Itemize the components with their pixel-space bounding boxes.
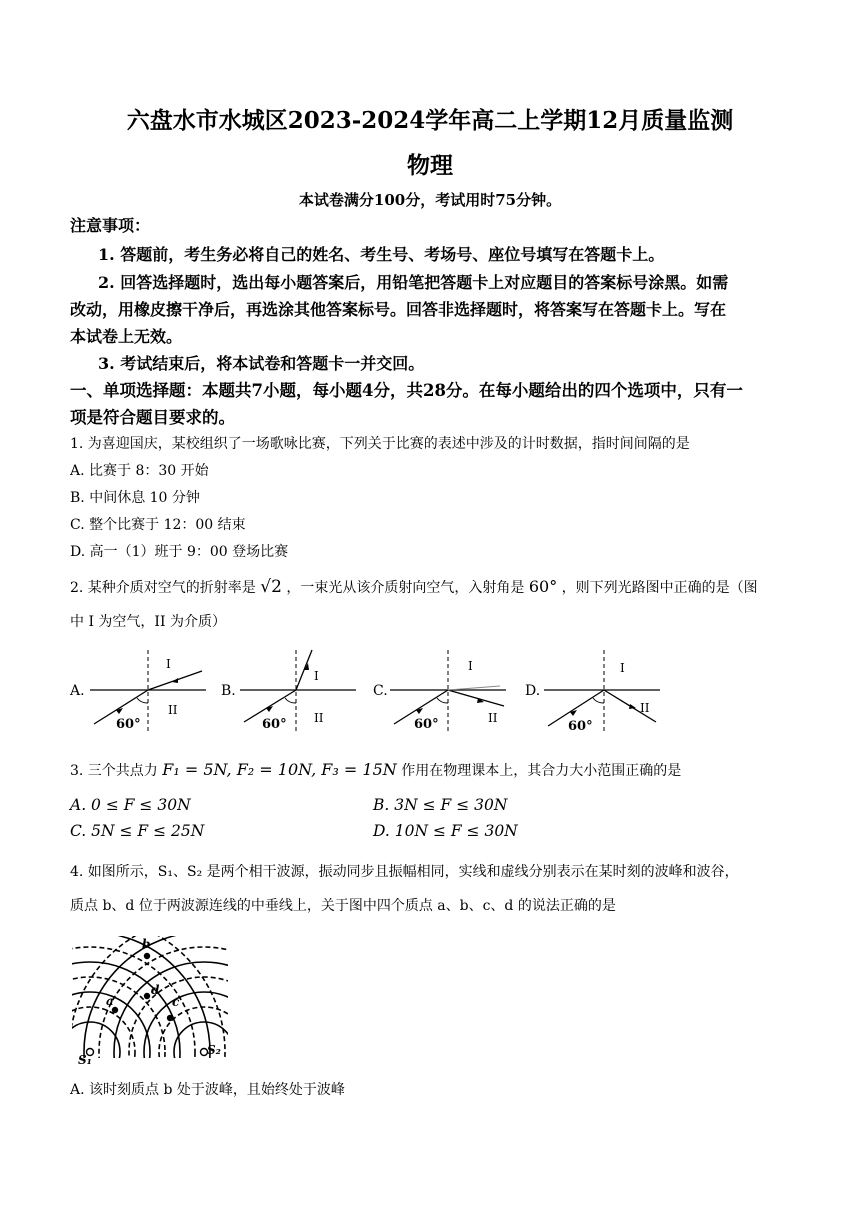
q3-option-d: D. 10N ≤ F ≤ 30N [373,822,518,840]
q3-stem-b: 作用在物理课本上，其合力大小范围正确的是 [401,763,682,779]
notice-heading: 注意事项： [70,216,151,235]
q2-diagram-a [88,648,208,736]
q2-a-angle: 60° [116,717,141,732]
q3-stem [70,758,800,783]
q2-d-angle: 60° [568,719,593,734]
point-d [144,993,150,999]
label-a: a [106,994,114,1008]
q2-option-d-label: D. [525,683,541,699]
label-d: d [151,983,160,997]
q2-c-medium-bottom: II [488,711,498,725]
q3-option-b: B. 3N ≤ F ≤ 30N [373,796,508,814]
q2-stem-c: ，则下列光路图中正确的是（图 [561,580,758,596]
q4-interference-diagram [72,930,228,1064]
point-c [167,1015,173,1021]
q2-option-c-label: C. [373,683,388,699]
q2-a-medium-top: I [166,657,171,671]
point-b [144,953,150,959]
q3-stem-a: 3. 三个共点力 [70,763,158,779]
q2-a-medium-bottom: II [168,703,178,717]
q3-forces: F₁ = 5N, F₂ = 10N, F₃ = 15N [162,760,397,779]
notice-item-2-cont: 改动，用橡皮擦干净后，再选涂其他答案标号。回答非选择题时，将答案写在答题卡上。写在 [70,300,727,319]
q3-option-a: A. 0 ≤ F ≤ 30N [70,796,191,814]
q2-d-medium-top: I [620,661,625,675]
q2-stem [70,575,800,600]
notice-item-3: 3. 考试结束后，将本试卷和答题卡一并交回。 [98,354,425,373]
q1-option-a: A. 比赛于 8：30 开始 [70,463,209,479]
q2-stem-line2: 中 I 为空气，II 为介质） [70,614,226,630]
q2-c-medium-top: I [468,659,473,673]
q2-option-a-label: A. [70,683,85,699]
notice-item-2: 2. 回答选择题时，选出每小题答案后，用铅笔把答题卡上对应题目的答案标号涂黑。如需 [98,273,729,292]
label-s1: S₁ [78,1053,92,1064]
exam-title: 六盘水市水城区2023-2024学年高二上学期12月质量监测 [126,107,734,134]
q1-option-d: D. 高一（1）班于 9：00 登场比赛 [70,544,289,560]
q2-diagram-c [388,648,508,736]
q2-sqrt: √2 [260,577,282,597]
q2-d-medium-bottom: II [640,701,650,715]
label-c: c [172,995,180,1009]
q4-option-a: A. 该时刻质点 b 处于波峰，且始终处于波峰 [70,1082,345,1098]
q2-b-medium-top: I [314,669,319,683]
q1-stem: 1. 为喜迎国庆，某校组织了一场歌咏比赛，下列关于比赛的表述中涉及的计时数据，指时间间隔的是 [70,436,690,452]
q1-option-c: C. 整个比赛于 12：00 结束 [70,517,246,533]
q2-stem-b: ，一束光从该介质射向空气，入射角是 [286,580,525,596]
notice-item-2-end: 本试卷上无效。 [70,327,183,346]
section-heading: 一、单项选择题：本题共7小题，每小题4分，共28分。在每小题给出的四个选项中，只有一 [70,381,743,400]
q2-angle: 60° [528,577,558,596]
section-heading-cont: 项是符合题目要求的。 [70,408,235,427]
exam-info: 本试卷满分100分，考试用时75分钟。 [298,191,562,209]
q2-b-angle: 60° [262,717,287,732]
q4-stem-line1: 4. 如图所示，S₁、S₂ 是两个相干波源，振动同步且振幅相同，实线和虚线分别表示在某时刻的波峰和波谷， [70,864,739,880]
q2-option-b-label: B. [221,683,236,699]
notice-item-1: 1. 答题前，考生务必将自己的姓名、考生号、考场号、座位号填写在答题卡上。 [98,245,665,264]
q2-b-medium-bottom: II [314,711,324,725]
q4-stem-line2: 质点 b、d 位于两波源连线的中垂线上，关于图中四个质点 a、b、c、d 的说法正确的是 [70,898,616,914]
q3-option-c: C. 5N ≤ F ≤ 25N [70,822,205,840]
q2-stem-a: 2. 某种介质对空气的折射率是 [70,580,256,596]
label-b: b [142,937,151,951]
q2-diagram-b [238,648,358,736]
subject-title: 物理 [407,152,453,179]
label-s2: S₂ [207,1043,221,1057]
q2-diagram-d [542,648,662,736]
q1-option-b: B. 中间休息 10 分钟 [70,490,200,506]
q2-c-angle: 60° [414,717,439,732]
